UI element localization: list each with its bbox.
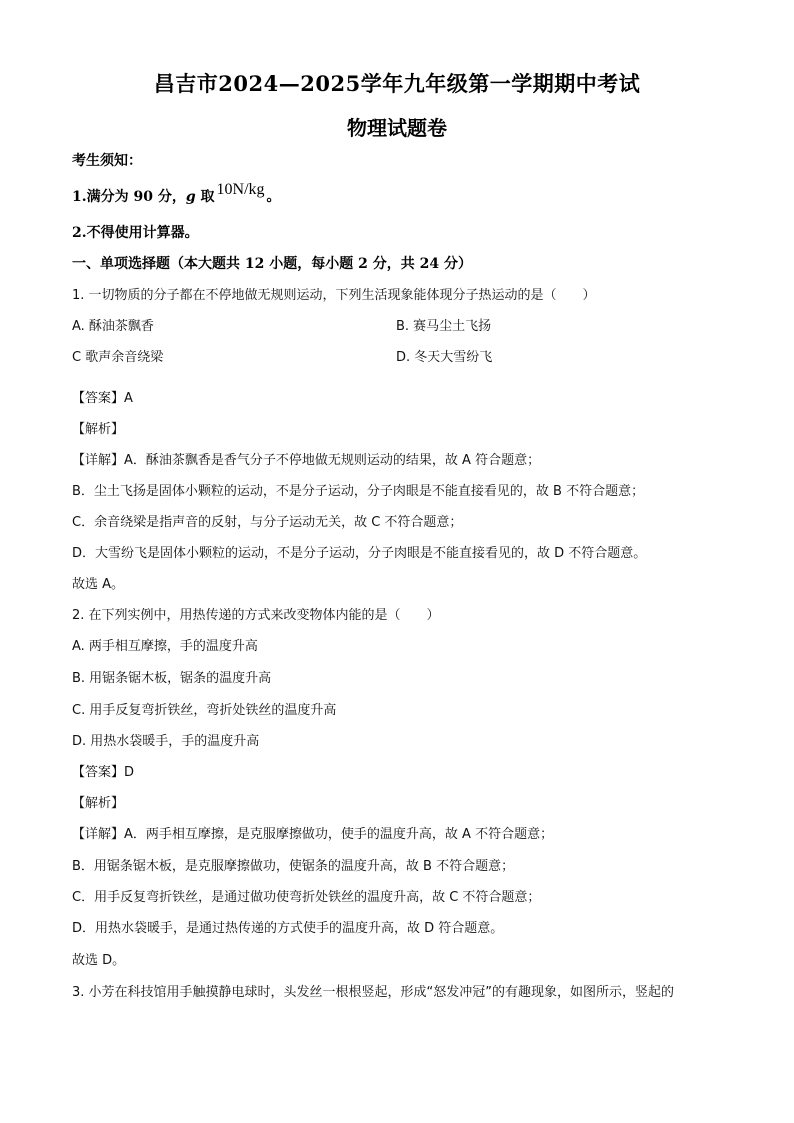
q2-detail-a bbox=[72, 826, 553, 844]
q1-detail-a bbox=[72, 452, 540, 470]
detail-tag: 【详解】 bbox=[72, 827, 125, 842]
q1-analysis-tag: 【解析】 bbox=[72, 422, 125, 437]
q1-option-b: B. 赛马尘土飞扬 bbox=[396, 319, 492, 334]
q2-option-b: B. 用锯条锯木板，锯条的温度升高 bbox=[72, 671, 272, 686]
q2-answer-value: D bbox=[124, 765, 135, 780]
q3-stem: 3. 小芳在科技馆用手触摸静电球时，头发丝一根根竖起，形成“怒发冲冠”的有趣现象，如图所示，竖起的 bbox=[72, 985, 675, 1000]
q2-conclusion: 故选 D。 bbox=[72, 953, 126, 968]
q1-detail-d: D．大雪纷飞是固体小颗粒的运动，不是分子运动，分子肉眼是不能直接看见的，故 D 不符合题意。 bbox=[72, 546, 647, 561]
q2-option-a: A. 两手相互摩擦，手的温度升高 bbox=[72, 639, 258, 654]
section-heading: 一、单项选择题（本大题共 12 小题，每小题 2 分，共 24 分） bbox=[72, 256, 472, 272]
answer-tag: 【答案】 bbox=[72, 391, 125, 406]
q2-analysis-tag: 【解析】 bbox=[72, 796, 125, 811]
q1-answer-value: A bbox=[124, 391, 133, 406]
answer-tag: 【答案】 bbox=[72, 765, 125, 780]
q1-detail-c: C．余音绕梁是指声音的反射，与分子运动无关，故 C 不符合题意； bbox=[72, 515, 463, 530]
exam-subtitle: 物理试题卷 bbox=[347, 116, 447, 140]
q2-detail-d: D．用热水袋暖手，是通过热传递的方式使手的温度升高，故 D 符合题意。 bbox=[72, 921, 504, 936]
q1-answer bbox=[72, 390, 133, 408]
q2-detail-a-text: A．两手相互摩擦，是克服摩擦做功，使手的温度升高，故 A 不符合题意； bbox=[124, 827, 554, 842]
gravity-unit: 10N/kg bbox=[216, 181, 265, 198]
exam-title: 昌吉市2024—2025学年九年级第一学期期中考试 bbox=[153, 71, 641, 96]
notice-item-1-end: 。 bbox=[266, 189, 281, 205]
q1-stem: 1. 一切物质的分子都在不停地做无规则运动，下列生活现象能体现分子热运动的是（ ） bbox=[72, 288, 596, 303]
gravity-symbol: g bbox=[185, 189, 196, 205]
q1-option-d: D. 冬天大雪纷飞 bbox=[396, 350, 493, 365]
q1-option-a: A. 酥油茶飘香 bbox=[72, 319, 154, 334]
q1-option-c: C 歌声余音绕梁 bbox=[72, 350, 164, 365]
q2-stem: 2. 在下列实例中，用热传递的方式来改变物体内能的是（ ） bbox=[72, 608, 440, 623]
q2-detail-b: B．用锯条锯木板，是克服摩擦做功，使锯条的温度升高，故 B 不符合题意； bbox=[72, 859, 515, 874]
notice-item-1-mid: 取 bbox=[195, 189, 215, 205]
q1-detail-b: B．尘土飞扬是固体小颗粒的运动，不是分子运动，分子肉眼是不能直接看见的，故 B 不符合题意； bbox=[72, 484, 645, 499]
q2-option-d: D. 用热水袋暖手，手的温度升高 bbox=[72, 734, 260, 749]
q2-answer bbox=[72, 764, 134, 782]
q2-detail-c: C．用手反复弯折铁丝，是通过做功使弯折处铁丝的温度升高，故 C 不符合题意； bbox=[72, 890, 541, 905]
q1-detail-a-text: A．酥油茶飘香是香气分子不停地做无规则运动的结果，故 A 符合题意； bbox=[124, 453, 541, 468]
notice-item-1-text: 1.满分为 90 分， bbox=[72, 189, 186, 205]
q1-conclusion: 故选 A。 bbox=[72, 577, 125, 592]
detail-tag: 【详解】 bbox=[72, 453, 125, 468]
notice-heading: 考生须知： bbox=[72, 153, 142, 169]
q2-option-c: C. 用手反复弯折铁丝，弯折处铁丝的温度升高 bbox=[72, 703, 337, 718]
notice-item-1 bbox=[72, 181, 281, 206]
notice-item-2: 2.不得使用计算器。 bbox=[72, 225, 199, 241]
